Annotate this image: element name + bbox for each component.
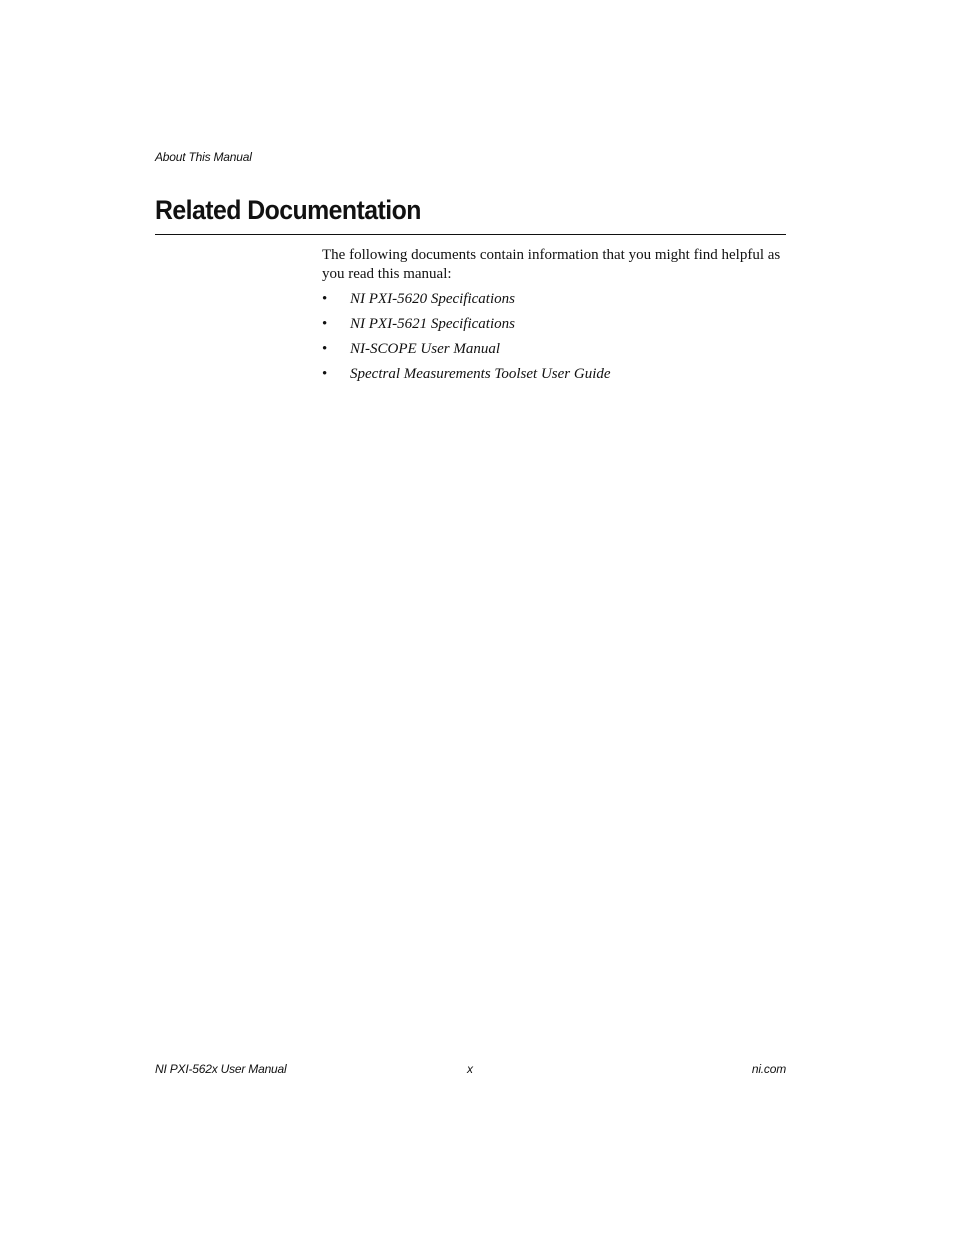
document-title: NI PXI-5620 Specifications	[350, 291, 515, 307]
list-item	[322, 290, 786, 315]
footer-website: ni.com	[751, 1062, 786, 1076]
running-header: About This Manual	[155, 150, 252, 164]
footer-page-number: x	[467, 1062, 473, 1076]
document-title: NI PXI-5621 Specifications	[350, 316, 515, 332]
title-rule	[155, 234, 786, 235]
bullet-icon: •	[322, 291, 328, 307]
bullet-icon: •	[322, 341, 328, 357]
list-item	[322, 365, 786, 390]
list-item	[322, 340, 786, 365]
bullet-icon: •	[322, 366, 328, 382]
document-title: NI-SCOPE User Manual	[350, 341, 500, 357]
related-documents-list	[322, 290, 786, 390]
bullet-icon: •	[322, 316, 328, 332]
intro-paragraph: The following documents contain information that you might find helpful as you read this manual:	[322, 247, 781, 282]
footer-manual-title: NI PXI-562x User Manual	[155, 1062, 287, 1076]
section-title: Related Documentation	[155, 195, 421, 225]
document-title: Spectral Measurements Toolset User Guide	[350, 366, 611, 382]
list-item	[322, 315, 786, 340]
